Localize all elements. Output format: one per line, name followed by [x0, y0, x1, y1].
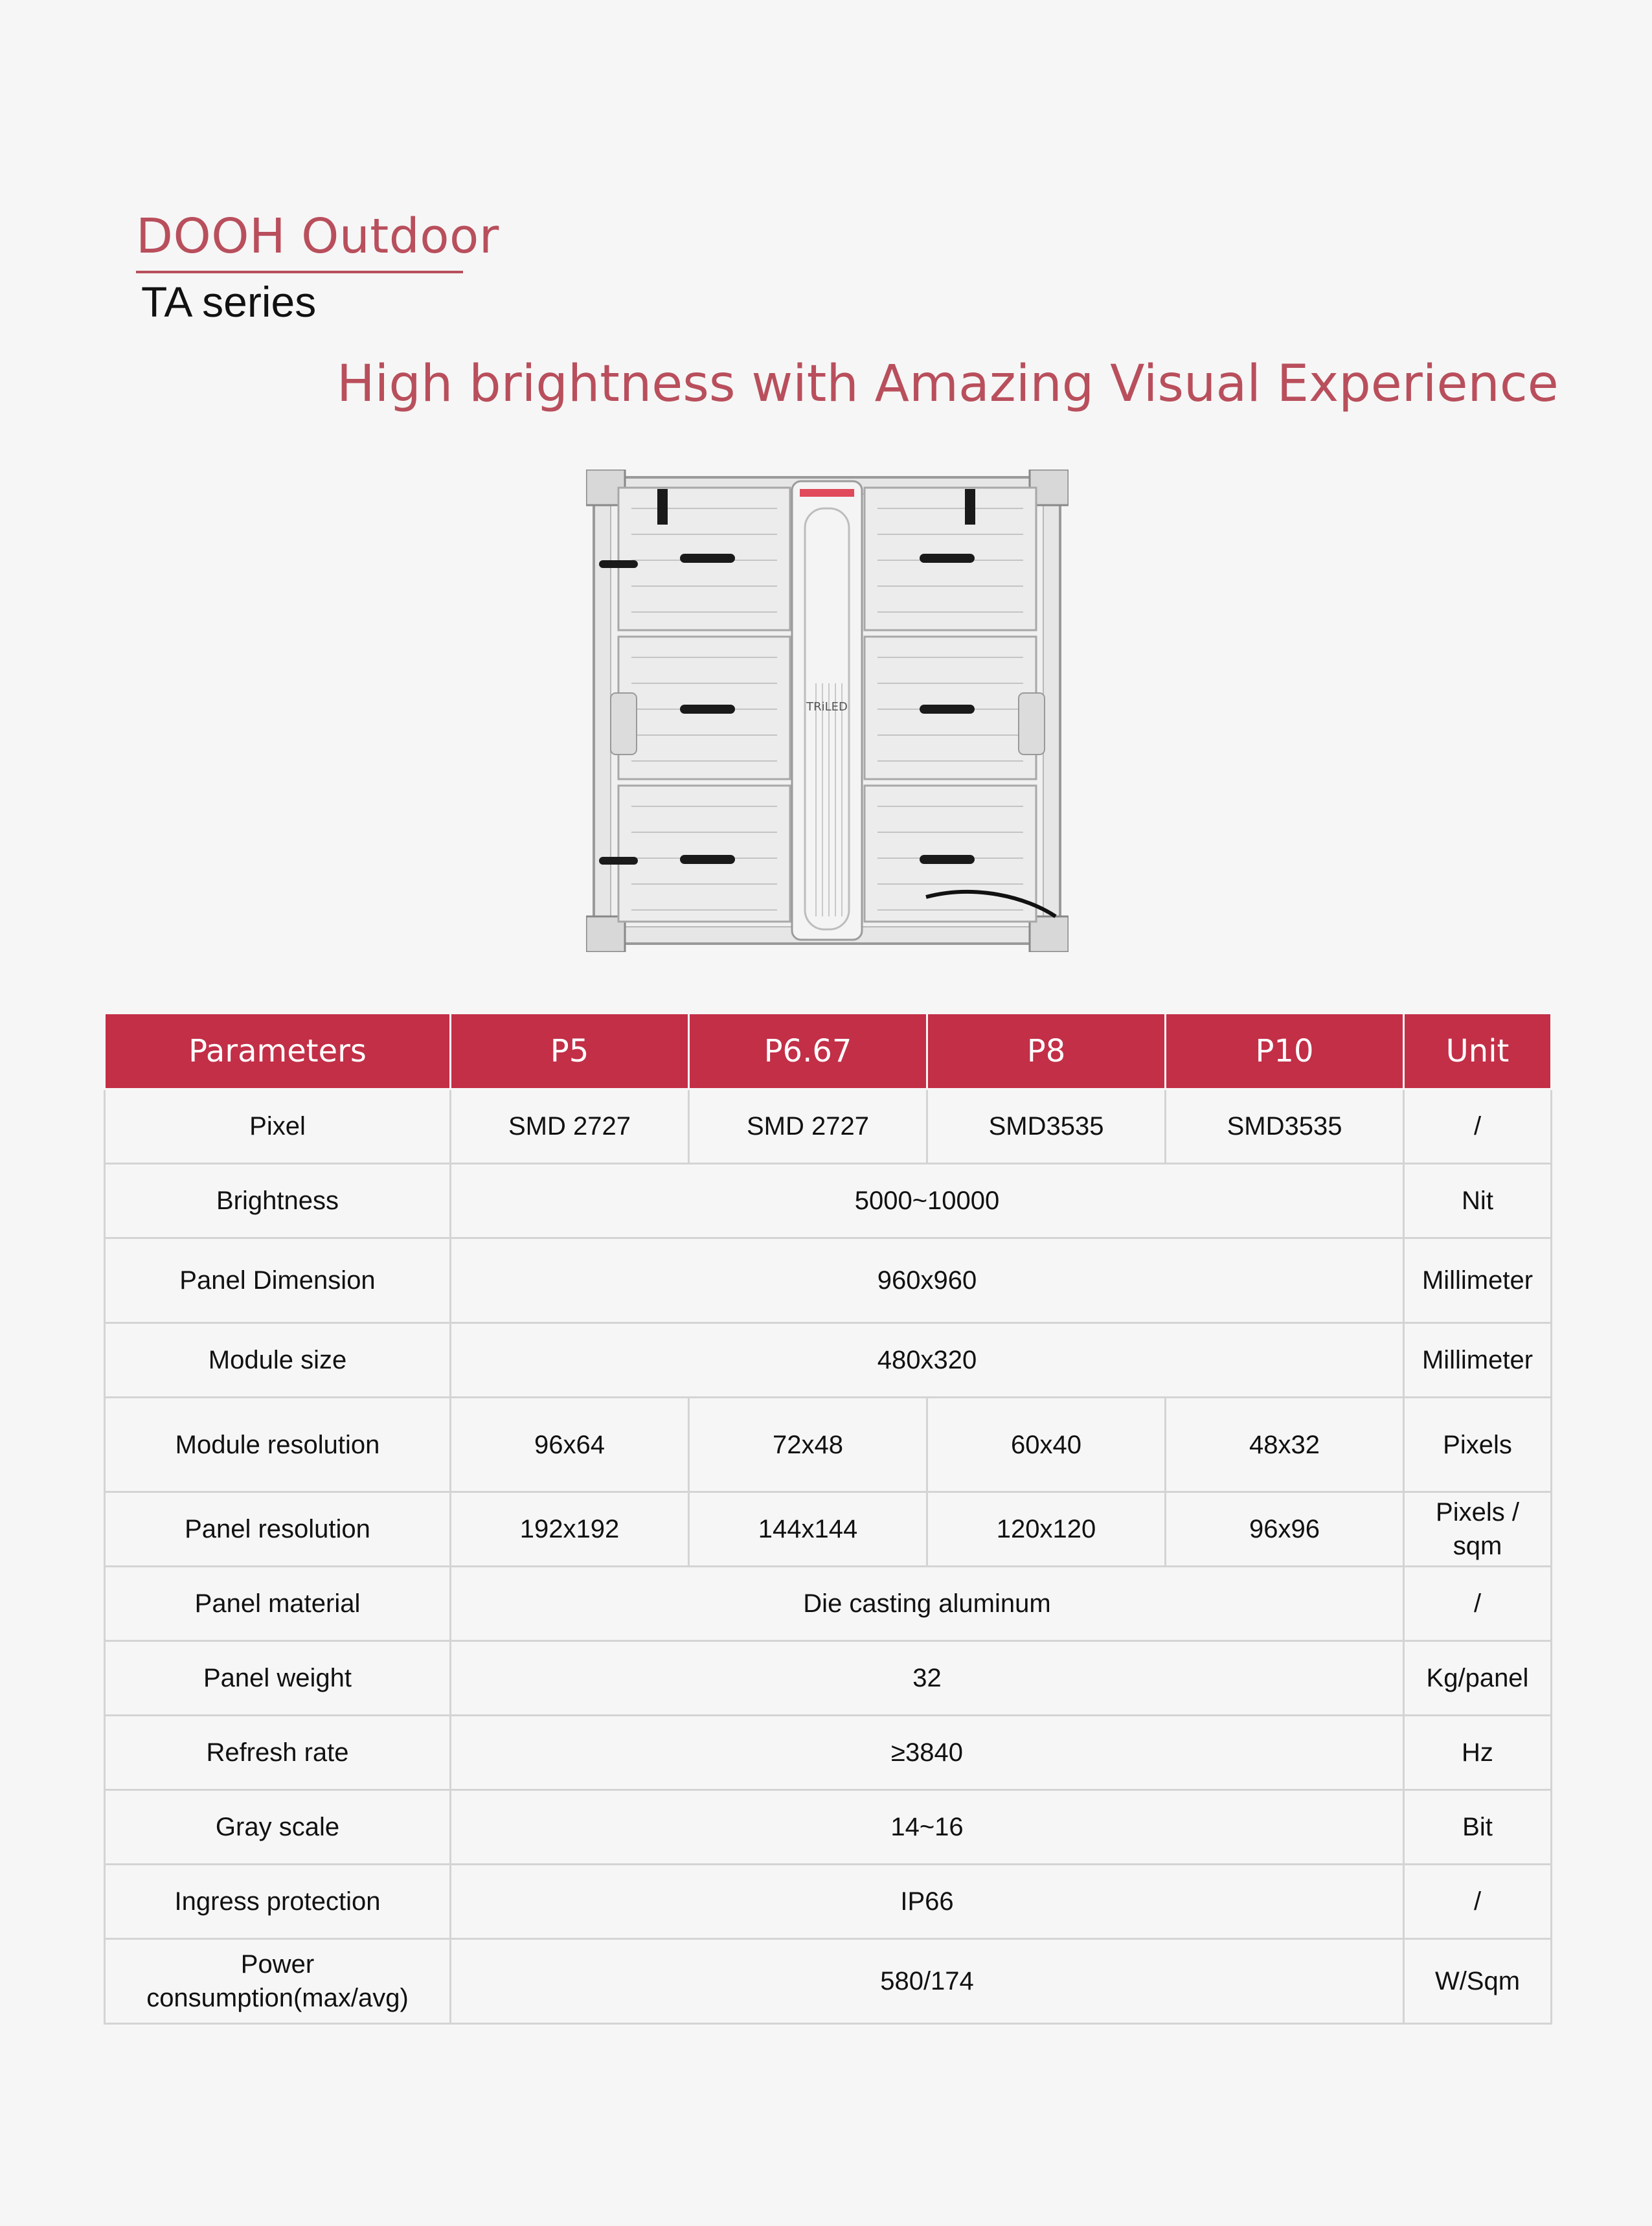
table-row-panel-resolution [105, 1492, 1552, 1567]
header-p8: P8 [927, 1014, 1166, 1089]
row-label: Panel Dimension [105, 1238, 451, 1323]
row-unit: / [1404, 1089, 1552, 1164]
row-label: Power consumption(max/avg) [105, 1939, 451, 2024]
row-unit: Millimeter [1404, 1238, 1552, 1323]
cell-p5: SMD 2727 [451, 1089, 689, 1164]
row-unit: Pixels / sqm [1404, 1492, 1552, 1567]
row-value: IP66 [451, 1865, 1404, 1939]
product-image [586, 470, 1069, 952]
cell-p5: 96x64 [451, 1398, 689, 1492]
cell-p10: 48x32 [1166, 1398, 1404, 1492]
row-label: Ingress protection [105, 1865, 451, 1939]
row-value: ≥3840 [451, 1716, 1404, 1790]
table-row-ingress-protection [105, 1865, 1552, 1939]
row-label: Module resolution [105, 1398, 451, 1492]
row-label: Panel resolution [105, 1492, 451, 1567]
row-label: Brightness [105, 1164, 451, 1238]
cell-p6-67: 144x144 [689, 1492, 927, 1567]
table-row-module-resolution [105, 1398, 1552, 1492]
row-unit: Pixels [1404, 1398, 1552, 1492]
cell-p6-67: SMD 2727 [689, 1089, 927, 1164]
row-value: 960x960 [451, 1238, 1404, 1323]
row-value: 32 [451, 1641, 1404, 1716]
header-p6-67: P6.67 [689, 1014, 927, 1089]
row-unit: Nit [1404, 1164, 1552, 1238]
table-header-row [105, 1014, 1552, 1089]
row-unit: / [1404, 1567, 1552, 1641]
cell-p6-67: 72x48 [689, 1398, 927, 1492]
table-row-panel-dimension [105, 1238, 1552, 1323]
cell-p8: 120x120 [927, 1492, 1166, 1567]
row-value: 14~16 [451, 1790, 1404, 1865]
table-row-module-size [105, 1323, 1552, 1398]
cell-p8: 60x40 [927, 1398, 1166, 1492]
cell-p10: SMD3535 [1166, 1089, 1404, 1164]
header-unit: Unit [1404, 1014, 1552, 1089]
row-label: Module size [105, 1323, 451, 1398]
table-row-panel-material [105, 1567, 1552, 1641]
header-p10: P10 [1166, 1014, 1404, 1089]
cell-p8: SMD3535 [927, 1089, 1166, 1164]
row-unit: Kg/panel [1404, 1641, 1552, 1716]
row-label: Gray scale [105, 1790, 451, 1865]
product-logo-text: TRiLED [806, 700, 848, 714]
row-label: Panel material [105, 1567, 451, 1641]
headline: High brightness with Amazing Visual Experience [337, 355, 1559, 413]
table-row-power-consumption [105, 1939, 1552, 2024]
row-label: Pixel [105, 1089, 451, 1164]
row-unit: Millimeter [1404, 1323, 1552, 1398]
cell-p10: 96x96 [1166, 1492, 1404, 1567]
spec-table [104, 1012, 1552, 2025]
row-value: 480x320 [451, 1323, 1404, 1398]
cell-p5: 192x192 [451, 1492, 689, 1567]
row-unit: W/Sqm [1404, 1939, 1552, 2024]
brand-title: DOOH Outdoor [136, 209, 499, 264]
table-row-pixel [105, 1089, 1552, 1164]
row-unit: Hz [1404, 1716, 1552, 1790]
series-title: TA series [141, 278, 317, 326]
header-parameters: Parameters [105, 1014, 451, 1089]
row-value: 580/174 [451, 1939, 1404, 2024]
row-label: Refresh rate [105, 1716, 451, 1790]
row-unit: Bit [1404, 1790, 1552, 1865]
brand-underline [136, 271, 463, 273]
row-value: Die casting aluminum [451, 1567, 1404, 1641]
table-row-brightness [105, 1164, 1552, 1238]
header-p5: P5 [451, 1014, 689, 1089]
row-label: Panel weight [105, 1641, 451, 1716]
row-value: 5000~10000 [451, 1164, 1404, 1238]
table-row-refresh-rate [105, 1716, 1552, 1790]
table-row-panel-weight [105, 1641, 1552, 1716]
row-unit: / [1404, 1865, 1552, 1939]
table-row-gray-scale [105, 1790, 1552, 1865]
